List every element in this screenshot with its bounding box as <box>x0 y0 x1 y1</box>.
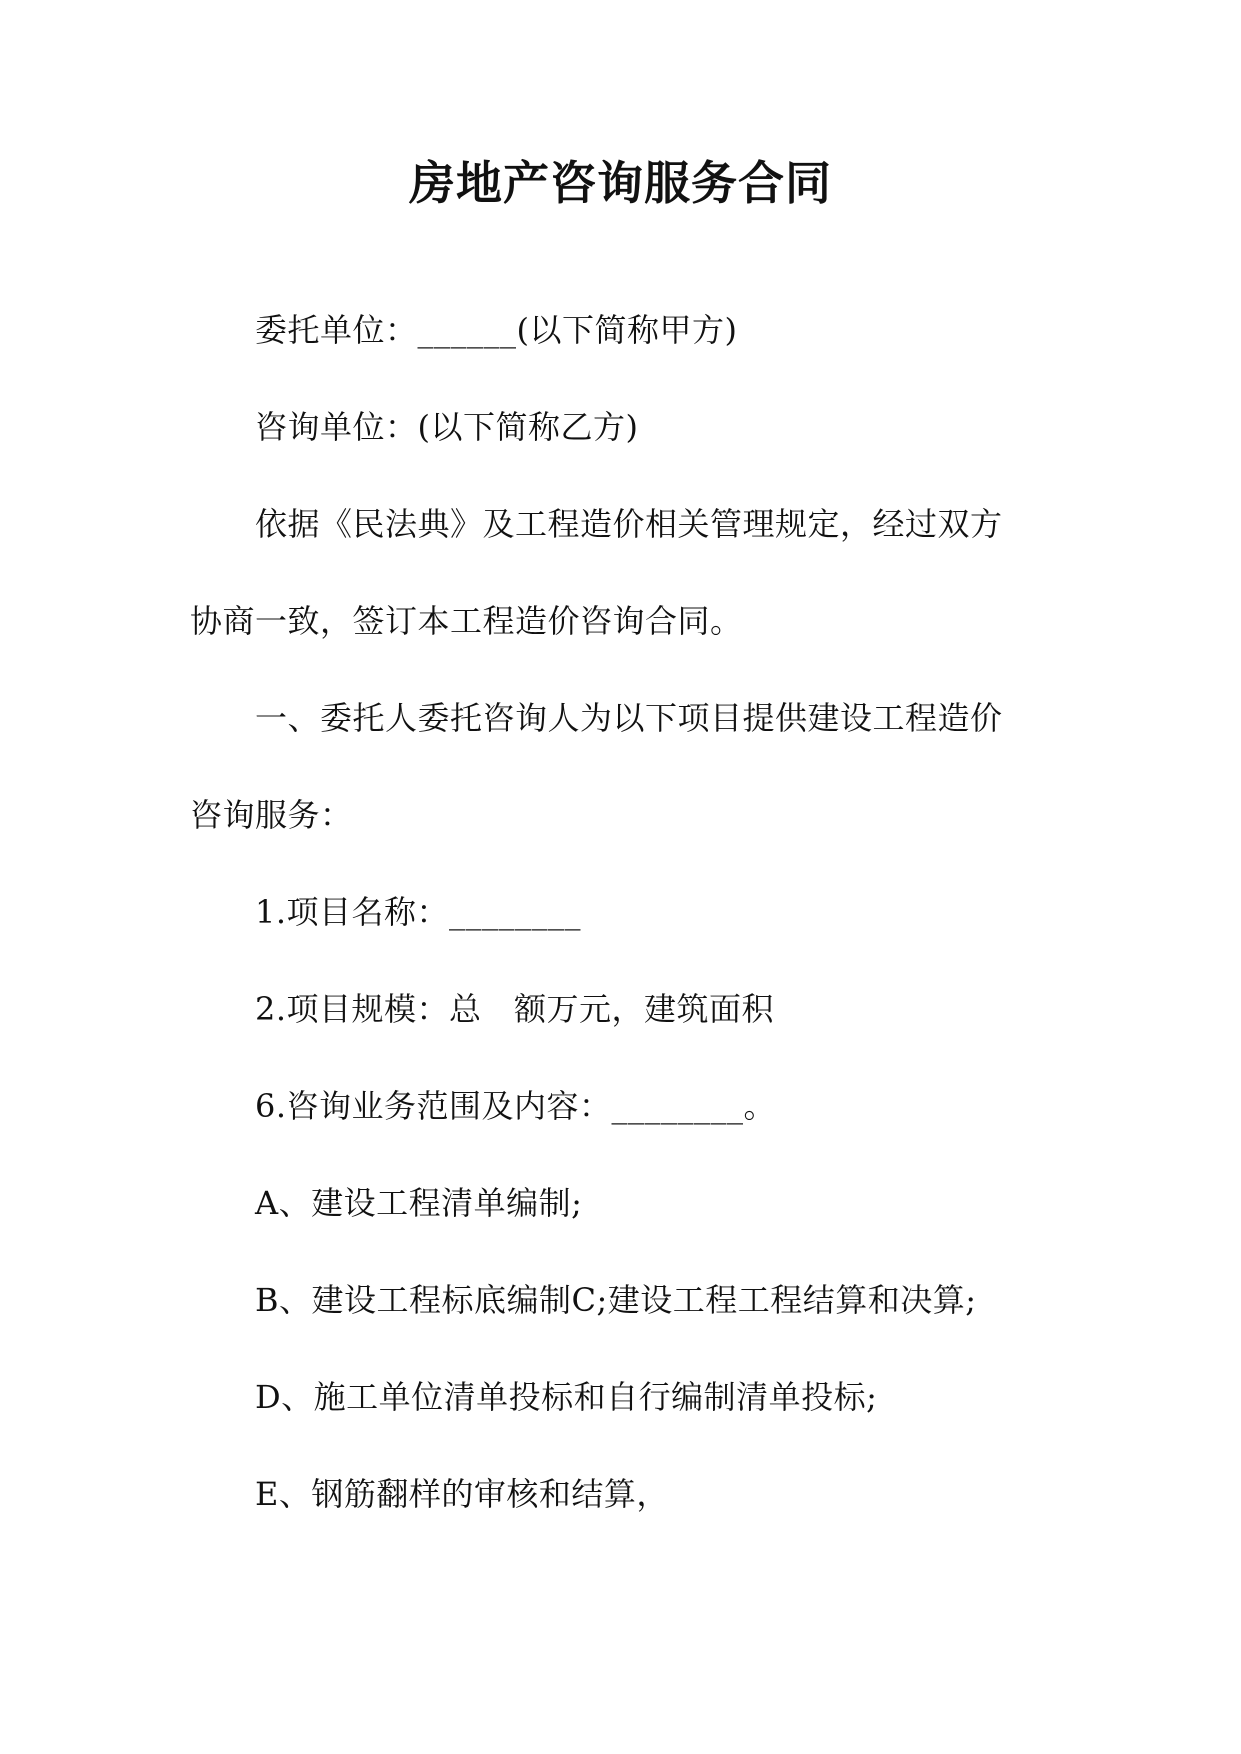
scope-item-b-c: B、建设工程标底编制C;建设工程工程结算和决算; <box>255 1281 977 1319</box>
scope-item-e: E、钢筋翻样的审核和结算， <box>255 1475 669 1513</box>
section-one-line-1: 一、委托人委托咨询人为以下项目提供建设工程造价 <box>255 699 1003 737</box>
client-unit-line: 委托单位：______(以下简称甲方) <box>255 311 738 349</box>
scope-item-a: A、建设工程清单编制; <box>255 1184 583 1222</box>
scope-line: 6.咨询业务范围及内容：________。 <box>255 1087 777 1125</box>
project-name-line: 1.项目名称：________ <box>255 893 582 931</box>
section-one-line-2: 咨询服务： <box>190 796 353 834</box>
project-scale-line: 2.项目规模：总 额万元，建筑面积 <box>255 990 775 1028</box>
scope-item-d: D、施工单位清单投标和自行编制清单投标; <box>255 1378 878 1416</box>
consultant-unit-line: 咨询单位：(以下简称乙方) <box>255 408 639 446</box>
basis-paragraph-line-1: 依据《民法典》及工程造价相关管理规定，经过双方 <box>255 505 1003 543</box>
basis-paragraph-line-2: 协商一致，签订本工程造价咨询合同。 <box>190 602 743 640</box>
document-title: 房地产咨询服务合同 <box>409 156 832 210</box>
